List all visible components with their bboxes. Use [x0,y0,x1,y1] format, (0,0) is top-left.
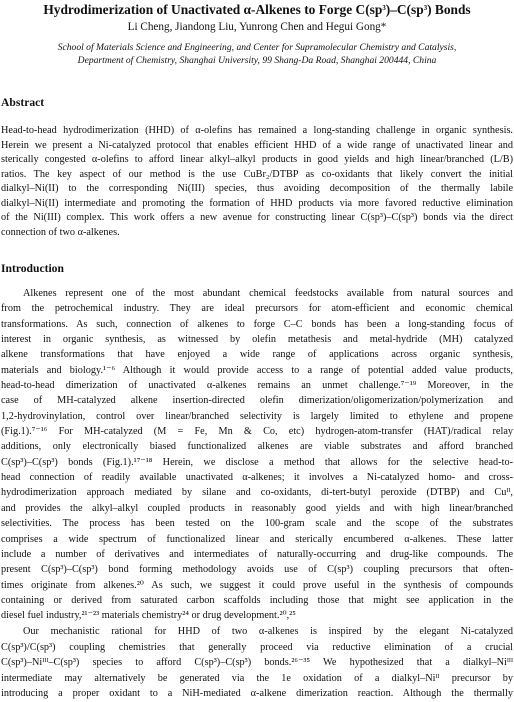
abstract-line: connection of two α-alkenes. [1,226,120,238]
intro-line: present C(sp³)–C(sp³) bond forming methodology avoids use of C(sp³) coupling precursors that often- [1,564,513,576]
affiliation [0,41,514,67]
abstract-line: dialkyl–Ni(II) intermediate and promoting the formation of HHD products via more favored reductive elimination [1,197,513,209]
intro-line: introducing a proper oxidant to a NiH-mediated α-alkene dimerization reaction. Although the thermally [1,688,513,700]
intro-line: C(sp³)–C(sp³) bonds (Fig.1).¹⁷⁻¹⁸ Herein, we disclose a method that allows for the selective head-to- [1,456,513,468]
affiliation-line-1: School of Materials Science and Engineering, and Center for Supramolecular Chemistry and Catalysis, [57,42,457,53]
intro-line: times originate from alkenes.²⁰ As such, we suggest it could prove useful in the synthesis of compounds [1,579,513,591]
abstract-line: Herein we present a Ni-catalyzed protocol that enables efficient HHD of a wide range of unactivated linear and [1,139,513,151]
abstract-line: sterically congested α-olefins to afford linear alkyl–alkyl products in good yields and high linear/branched (L/B) [1,154,513,165]
intro-line: 1,2-hydrovinylation, control over linear/branched selectivity is largely limited to ethylene and propene [1,410,513,422]
abstract-line: ratios. The key aspect of our method is the use CuBr₂/DTBP as co-oxidants that likely convert the initial [1,168,513,180]
intro-line: interest in organic synthesis, as witnessed by olefin metathesis and metal-hydride (MH) catalyzed [1,334,513,346]
intro-line: selectivities. The process has been tested on the 100-gram scale and the scope of the substrates [1,518,513,530]
intro-line: materials and biology.¹⁻⁶ Although it would provide access to a range of potential added value products, [1,364,513,376]
intro-line: Our mechanistic rational for HHD of two α-alkenes is inspired by the elegant Ni-catalyzed [23,626,513,637]
intro-line: alkene transformations that have enjoyed a wide range of applications across organic synthesis, [1,349,513,361]
intro-line: comprises a wide spectrum of functionalized linear and sterically encumbered α-alkenes. These latter [1,533,513,545]
intro-line: head-to-head dimerization of unactivated α-alkenes remains an unmet challenge.⁷⁻¹⁹ Moreover, in the [1,380,513,392]
intro-line: from the petrochemical industry. They are ideal precursors for atom-efficient and economic chemical [1,303,513,315]
intro-line: C(sp³)/C(sp³) coupling chemistries that generally proceed via reductive elimination of a crucial [1,641,513,653]
author-list: Li Cheng, Jiandong Liu, Yunrong Chen and Hegui Gong* [127,21,387,33]
abstract-line: of the Ni(III) complex. This work offers a new avenue for constructing linear C(sp³)–C(sp³) bonds via the direct [1,212,513,223]
abstract-heading: Abstract [1,96,45,109]
intro-line: transformations. As such, connection of alkenes to forge C–C bonds has been a long-standing focus of [1,318,513,330]
abstract-body [1,124,513,240]
abstract-line: dialkyl–Ni(II) to the corresponding Ni(III) species, thus avoiding decomposition of the thermally labile [1,183,513,194]
intro-line: diesel fuel industry,²¹⁻²³ materials chemistry²⁴ or drug development.²⁰,²⁵ [1,610,296,622]
intro-line: include a number of derivatives and intermediates of naturally-occurring and drug-like compounds. The [1,548,513,560]
paper-title: Hydrodimerization of Unactivated α-Alkenes to Forge $C(sp^3)-C(sp^3)$ Bonds [43,2,471,17]
intro-line: additions, only electronically biased functionalized alkenes are viable substrates and afford branched [1,441,513,453]
introduction-paragraph-1 [1,286,513,624]
intro-line: intermediate may alternatively be generated via the 1e oxidation of a dialkyl–Niᴵᴵ precursor by [1,672,513,684]
affiliation-line-2: Department of Chemistry, Shanghai University, 99 Shang-Da Road, Shanghai 200444, China [77,55,437,66]
intro-line: hydrodimerization approach mediated by silane and co-oxidants, di-tert-butyl peroxide (DTBP) and Cuᴵᴵ, [1,487,513,499]
intro-line: and provides the alkyl–alkyl coupled products in reasonably good yields and with high linear/branched [1,502,513,514]
abstract-line: Head-to-head hydrodimerization (HHD) of α-olefins has remained a long-standing challenge in organic synthesis. [1,125,513,136]
introduction-paragraph-2 [1,624,513,702]
intro-line: (Fig.1).⁷⁻¹⁶ For MH-catalyzed (M = Fe, Mn & Co, etc) hydrogen-atom-transfer (HAT)/radical relay [1,426,513,438]
intro-line: head connection of readily available unactivated α-alkenes; it involves a Ni-catalyzed homo- and cross- [1,472,513,484]
intro-line: case of MH-catalyzed alkene insertion-directed olefin dimerization/oligomerization/polymerization and [1,395,513,407]
intro-line: C(sp³)–Niᴵᴵᴵ–C(sp³) species to afford C(sp³)–C(sp³) bonds.²⁶⁻³⁵ We hypothesized that a dialkyl–Niᴵᴵᴵ [1,657,513,669]
introduction-heading: Introduction [1,262,64,275]
intro-line: Alkenes represent one of the most abundant chemical feedstocks available from natural sources and [23,288,513,299]
intro-line: containing or derived from saturated carbon scaffolds including those that might see application in the [1,594,513,606]
